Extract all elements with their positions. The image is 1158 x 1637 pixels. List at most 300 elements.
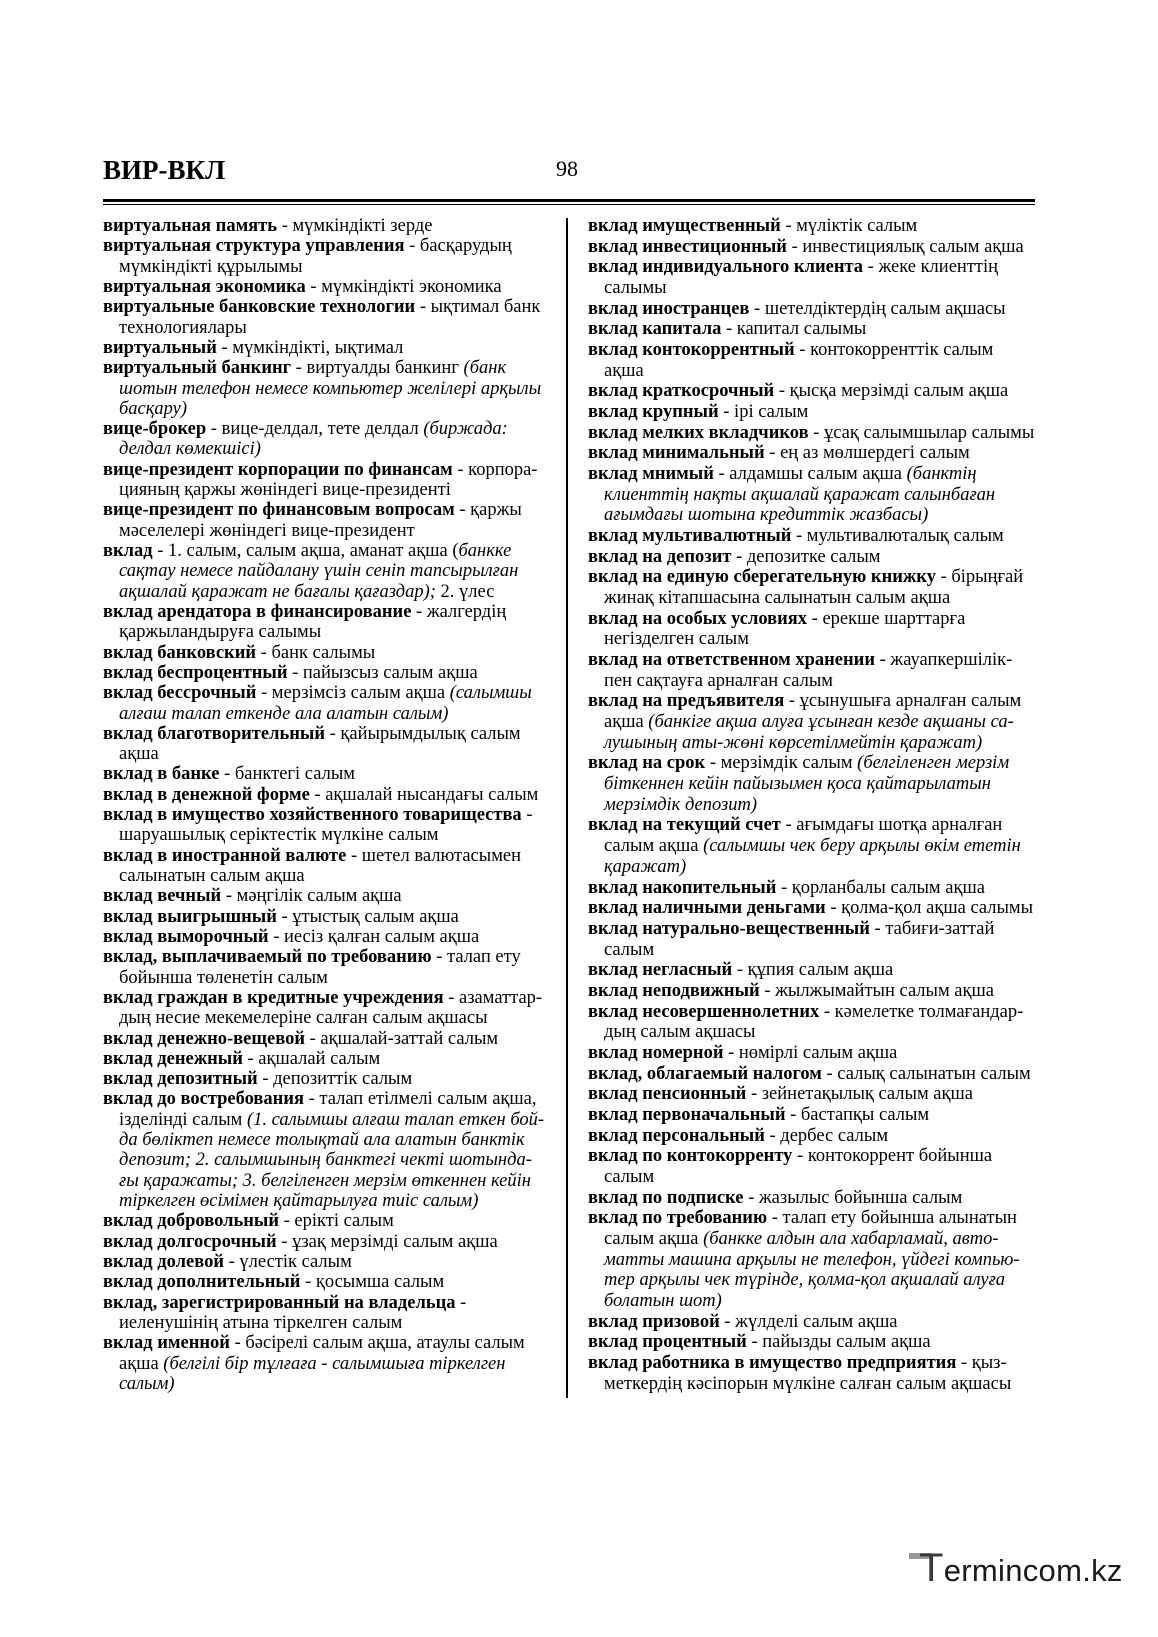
dictionary-entry [103, 236, 558, 277]
definition: - талап ету [431, 947, 521, 968]
entry-line [103, 724, 558, 744]
dictionary-entry [588, 981, 1043, 1002]
dictionary-entry [588, 381, 1043, 402]
dictionary-entry [588, 1208, 1043, 1311]
dictionary-entry [588, 815, 1043, 877]
definition: - банк салымы [256, 642, 376, 663]
headword: вклад минимальный [588, 443, 765, 464]
definition: иеленушінің атына тіркелген салым [119, 1312, 403, 1333]
headword: вклад денежный [103, 1048, 243, 1069]
note: қаражат) [604, 856, 687, 877]
headword: вклад арендатора в финансирование [103, 601, 412, 622]
definition: - ірі салым [718, 402, 809, 423]
headword: вице-президент корпорации по финансам [103, 459, 453, 480]
headword: вклад неподвижный [588, 980, 760, 1001]
headword: виртуальная память [103, 216, 278, 236]
note: мерзімдік депозит) [604, 794, 758, 815]
definition: мәселелері жөніндегі вице-президент [119, 520, 415, 541]
dictionary-entry [588, 650, 1043, 691]
headword: виртуальные банковские технологии [103, 297, 416, 318]
entry-line [103, 1354, 558, 1374]
definition: - депозитке салым [731, 546, 881, 567]
headword: вклад натурально-вещественный [588, 918, 870, 939]
headword: вклад процентный [588, 1332, 747, 1353]
definition: - ерікті салым [279, 1211, 394, 1232]
headword: вклад добровольный [103, 1211, 279, 1232]
entry-line [103, 1069, 558, 1089]
definition: дың несие мекемелеріне салған салым ақшасы [119, 1008, 488, 1029]
headword: вклад негласный [588, 960, 733, 981]
headword: вклад выигрышный [103, 906, 277, 927]
entry-line [588, 960, 1043, 981]
entry-line [103, 663, 558, 683]
dictionary-entry [588, 919, 1043, 960]
dictionary-entry [588, 319, 1043, 340]
note: сақтау немесе пайдалану үшін сеніп тапсырылған [119, 561, 519, 582]
entry-line [588, 1126, 1043, 1147]
definition: - алдамшы салым ақша [713, 464, 907, 485]
note: лушының аты-жөні көрсетілмейтін қаражат) [604, 732, 983, 753]
dictionary-entry [103, 886, 558, 906]
entry-line [103, 379, 558, 399]
note: біткеннен кейін пайызымен қоса қайтарылатын [604, 774, 991, 795]
note: (банкіге ақша алуға ұсынған кезде ақшаны са- [648, 712, 1014, 733]
dictionary-entry [103, 907, 558, 927]
dictionary-entry [103, 216, 558, 236]
dictionary-entry [103, 1252, 558, 1272]
headword: вклад первоначальный [588, 1104, 786, 1125]
dictionary-entry [103, 988, 558, 1029]
definition: - қорланбалы салым ақша [776, 877, 985, 898]
headword: вклад долгосрочный [103, 1231, 277, 1252]
entry-line [588, 1043, 1043, 1064]
entry-line [103, 886, 558, 906]
headword: вклад накопительный [588, 877, 777, 898]
entry-line [103, 521, 558, 541]
definition: - [455, 1292, 467, 1313]
headword: вклад персональный [588, 1125, 765, 1146]
entry-line [103, 988, 558, 1008]
headword: виртуальная структура управления [103, 236, 405, 257]
entry-line [103, 1150, 558, 1170]
definition: - бірыңғай [935, 567, 1024, 588]
left-column [103, 216, 558, 1394]
entry-line [103, 582, 558, 602]
entry-line [588, 505, 1043, 526]
headword: вклад [103, 541, 153, 561]
definition: 2. үлес [440, 581, 495, 602]
definition: - мерзімсіз салым ақша [256, 683, 450, 704]
entry-line [103, 683, 558, 703]
note: (белгілі бір тұлғаға - салымшыға тіркелген [163, 1353, 506, 1374]
definition: - мүмкіндікті экономика [305, 276, 502, 297]
headword: вклад индивидуального клиента [588, 257, 864, 278]
note: депозит; 2. салымшының банктегі чекті шотында- [119, 1150, 532, 1171]
definition: қаржыландыруға салымы [119, 622, 322, 643]
entry-line [103, 358, 558, 378]
entry-line [588, 1332, 1043, 1353]
headword: вклад благотворительный [103, 723, 325, 744]
entry-line [103, 764, 558, 784]
definition: жинақ кітапшасына салынатын салым ақша [604, 588, 951, 609]
entry-line [103, 1029, 558, 1049]
definition: ақша [604, 360, 644, 381]
definition: - құпия салым ақша [732, 960, 894, 981]
definition: - қысқа мерзімді салым ақша [774, 381, 1009, 402]
termincom-logo [905, 1540, 1135, 1600]
definition: - жылжымайтын салым ақша [759, 980, 994, 1001]
dictionary-entry [103, 1272, 558, 1292]
entry-line [588, 1291, 1043, 1312]
dictionary-entry [588, 1146, 1043, 1187]
dictionary-entry [103, 1333, 558, 1394]
note: салым) [119, 1373, 175, 1394]
dictionary-entry [103, 683, 558, 724]
dictionary-entry [103, 643, 558, 663]
headword: вклад наличными деньгами [588, 898, 826, 919]
entry-line [588, 319, 1043, 340]
definition: - ұтыстық салым ақша [276, 906, 459, 927]
dictionary-entry [103, 1069, 558, 1089]
headword: вклад, облагаемый налогом [588, 1063, 822, 1084]
headword: вклад по подписке [588, 1187, 744, 1208]
entry-line [588, 402, 1043, 423]
definition: - қаржы [454, 500, 522, 521]
entry-line [588, 567, 1043, 588]
headword: вклад на депозит [588, 546, 732, 567]
note: (биржада: [423, 419, 508, 440]
entry-line [103, 1333, 558, 1353]
headword: вклад пенсионный [588, 1084, 747, 1105]
dictionary-entry [103, 846, 558, 887]
entry-line [103, 825, 558, 845]
headword: виртуальный [103, 337, 217, 358]
definition: - мүмкіндікті зерде [277, 216, 433, 236]
dictionary-entry [103, 358, 558, 419]
note: (банкке алдын ала хабарламай, авто- [703, 1228, 999, 1249]
dictionary-entry [588, 216, 1043, 237]
definition: технологиялары [119, 317, 247, 338]
entry-line [103, 500, 558, 520]
entry-line [588, 361, 1043, 382]
headword: вклад мелких вкладчиков [588, 422, 809, 443]
dictionary-entry [103, 1089, 558, 1211]
entry-line [103, 1110, 558, 1130]
entry-line [588, 1188, 1043, 1209]
definition: - табиғи-заттай [869, 918, 995, 939]
entry-line [588, 257, 1043, 278]
entry-line [588, 774, 1043, 795]
definition: - қолма-қол ақша салымы [825, 898, 1034, 919]
definition: - ақшалай нысандағы салым [309, 784, 539, 805]
entry-line [103, 1171, 558, 1191]
entry-line [588, 443, 1043, 464]
definition: - қосымша салым [300, 1272, 445, 1293]
definition: - кәмелетке толмағандар- [819, 1001, 1024, 1022]
definition: - ерекше шарттарға [807, 608, 966, 629]
headword: вклад на текущий счет [588, 815, 781, 836]
entry-line [103, 1252, 558, 1272]
definition: - зейнетақылық салым ақша [746, 1084, 973, 1105]
headword: вклад в денежной форме [103, 784, 310, 805]
note: ағымдағы шотына кредиттік жазбасы) [604, 505, 929, 526]
headword: вклад по контокорренту [588, 1146, 793, 1167]
entry-line [103, 927, 558, 947]
dictionary-entry [588, 1353, 1043, 1394]
note: болатын шот) [604, 1290, 722, 1311]
entry-line [588, 753, 1043, 774]
headword: вклад несовершеннолетних [588, 1001, 820, 1022]
headword: вклад дополнительный [103, 1272, 301, 1293]
headword: вклад долевой [103, 1251, 224, 1272]
entry-line [103, 907, 558, 927]
note: (банктің [906, 464, 977, 485]
headword: вклад в банке [103, 764, 220, 785]
entry-line [588, 1312, 1043, 1333]
headword: вице-президент по финансовым вопросам [103, 500, 455, 521]
definition: - дербес салым [764, 1125, 889, 1146]
definition: - мәңгілік салым ақша [221, 886, 402, 907]
definition: - иесіз қалған салым ақша [268, 926, 480, 947]
entry-line [588, 857, 1043, 878]
entry-line [588, 1250, 1043, 1271]
dictionary-entry [103, 947, 558, 988]
entry-line [103, 1293, 558, 1313]
note: шотын телефон немесе компьютер желілері арқылы [119, 378, 542, 399]
headword: виртуальная экономика [103, 276, 306, 297]
dictionary-entry [103, 297, 558, 338]
definition: - жүлделі салым ақша [719, 1311, 898, 1332]
dictionary-entry [588, 1312, 1043, 1333]
definition: - ықтимал банк [415, 297, 541, 318]
headword: вклад контокоррентный [588, 340, 795, 361]
entry-line [103, 785, 558, 805]
dictionary-entry [588, 1002, 1043, 1043]
definition: - жалгердің [411, 601, 507, 622]
entry-line [588, 898, 1043, 919]
dictionary-entry [588, 1064, 1043, 1085]
note: (1. салымшы алғаш талап еткен бой- [247, 1109, 545, 1130]
entry-line [588, 1105, 1043, 1126]
entry-line [588, 1167, 1043, 1188]
entry-line [588, 237, 1043, 258]
headword: вклад до востребования [103, 1089, 304, 1110]
entry-line [103, 318, 558, 338]
entry-line [588, 878, 1043, 899]
entry-line [588, 1084, 1043, 1105]
dictionary-entry [588, 423, 1043, 444]
definition: - контокорренттік салым [794, 340, 994, 361]
headword: вклад беспроцентный [103, 662, 288, 683]
note: ғы қаражаты; 3. белгіленген мерзім өткеннен кейін [119, 1170, 531, 1191]
headword: вклад, выплачиваемый по требованию [103, 947, 432, 968]
dictionary-entry [103, 500, 558, 541]
dictionary-entry [588, 567, 1043, 608]
dictionary-entry [103, 1211, 558, 1231]
definition: - нөмірлі салым ақша [723, 1042, 898, 1063]
definition: цияның қаржы жөніндегі вице-президенті [119, 480, 451, 501]
definition: - инвестициялық салым ақша [786, 236, 1024, 257]
definition: - азаматтар- [443, 987, 543, 1008]
note: да бөліктеп немесе толықтай ала алатын банктік [119, 1130, 525, 1151]
definition: - жеке клиенттің [863, 257, 999, 278]
headword: вклад, зарегистрированный на владельца [103, 1292, 456, 1313]
entry-line [588, 1064, 1043, 1085]
definition: салым [604, 1166, 655, 1187]
headword: вклад работника в имущество предприятия [588, 1352, 957, 1373]
entry-line [103, 1191, 558, 1211]
dictionary-entry [103, 277, 558, 297]
entry-line [588, 609, 1043, 630]
definition: - ұсынушыға арналған салым [784, 691, 1022, 712]
note: (салымшы [449, 683, 532, 704]
entry-line [588, 795, 1043, 816]
dictionary-entry [103, 764, 558, 784]
dictionary-entry [103, 1049, 558, 1069]
definition: мүмкіндікті құрылымы [119, 256, 303, 277]
definition: бойынша төленетін салым [119, 967, 328, 988]
dictionary-entry [588, 898, 1043, 919]
headword: вклад иностранцев [588, 298, 750, 319]
entry-line [588, 1374, 1043, 1395]
definition: - мүмкіндікті, ықтимал [216, 337, 404, 358]
definition: - корпора- [452, 459, 538, 480]
definition: салым ақша [604, 836, 704, 857]
definition: - бастапқы салым [785, 1104, 930, 1125]
dictionary-entry [588, 753, 1043, 815]
definition: салымы [604, 278, 667, 299]
note: тер арқылы чек түрінде, қолма-қол ақшалай алуға [604, 1270, 1006, 1291]
headword: вклад инвестиционный [588, 236, 787, 257]
entry-line [103, 1313, 558, 1333]
headword: вклад призовой [588, 1311, 720, 1332]
dictionary-entry [588, 547, 1043, 568]
entry-line [588, 340, 1043, 361]
entry-line [103, 439, 558, 459]
headword: вклад выморочный [103, 926, 269, 947]
dictionary-entry [103, 785, 558, 805]
headword: вклад на особых условиях [588, 608, 808, 629]
dictionary-entry [588, 526, 1043, 547]
headword: вклад на срок [588, 753, 706, 774]
definition: ізделінді салым [119, 1109, 247, 1130]
definition: - үлестік салым [224, 1251, 352, 1272]
entry-line [103, 744, 558, 764]
entry-line [103, 846, 558, 866]
entry-line [588, 464, 1043, 485]
definition: - қыз- [956, 1352, 1007, 1373]
headword: виртуальный банкинг [103, 358, 292, 379]
entry-line [588, 836, 1043, 857]
definition: - шетел валютасымен [346, 845, 522, 866]
note: ақшалай қаражат не бағалы қағаздар); [119, 581, 441, 602]
dictionary-entry [588, 1105, 1043, 1126]
definition: - қайырымдылық салым [325, 723, 521, 744]
entry-line [588, 691, 1043, 712]
entry-line [588, 1002, 1043, 1023]
note: (белгіленген мерзім [857, 753, 1010, 774]
entry-line [588, 1353, 1043, 1374]
definition: шаруашылық серіктестік мүлкіне салым [119, 825, 439, 846]
definition: - [521, 805, 533, 826]
entry-line [588, 1146, 1043, 1167]
dictionary-entry [588, 1188, 1043, 1209]
headword: вклад номерной [588, 1042, 724, 1063]
definition: - мүліктік салым [780, 216, 918, 236]
headword: вклад в иностранной валюте [103, 845, 347, 866]
entry-line [103, 480, 558, 500]
entry-line [588, 712, 1043, 733]
dictionary-entry [588, 237, 1043, 258]
entry-line [103, 1232, 558, 1252]
headword: вклад в имущество хозяйственного товарищества [103, 805, 522, 826]
note: басқару) [119, 398, 188, 419]
dictionary-entry [103, 724, 558, 765]
entry-line [103, 297, 558, 317]
dictionary-entry [588, 960, 1043, 981]
definition: дың салым ақшасы [604, 1022, 756, 1043]
headword: вклад именной [103, 1333, 230, 1354]
definition: - пайызсыз салым ақша [287, 662, 478, 683]
dictionary-entry [588, 878, 1043, 899]
definition: - пайызды салым ақша [746, 1332, 931, 1353]
header-double-rule [103, 199, 1035, 205]
entry-line [588, 671, 1043, 692]
headword: вклад крупный [588, 402, 719, 423]
dictionary-entry [588, 691, 1043, 753]
definition: негізделген салым [604, 629, 749, 650]
entry-line [103, 1374, 558, 1394]
right-column [588, 216, 1043, 1394]
definition: - ағымдағы шотқа арналған [780, 815, 1003, 836]
entry-line [103, 399, 558, 419]
definition: - капитал салымы [721, 319, 867, 340]
entry-line [103, 257, 558, 277]
dictionary-entry [103, 338, 558, 358]
entry-line [103, 338, 558, 358]
entry-line [588, 299, 1043, 320]
note: банкке [458, 541, 512, 561]
dictionary-entry [103, 927, 558, 947]
entry-line [103, 216, 558, 236]
page-number: 98 [556, 156, 578, 181]
entry-line [103, 866, 558, 886]
definition: - жауапкершілік- [875, 650, 1013, 671]
headword: вклад капитала [588, 319, 722, 340]
entry-line [103, 1211, 558, 1231]
headword: вклад денежно-вещевой [103, 1028, 305, 1049]
definition: - ақшалай салым [242, 1048, 381, 1069]
headword: вклад краткосрочный [588, 381, 775, 402]
definition: ақша [119, 744, 159, 765]
headword: вклад на предъявителя [588, 691, 785, 712]
entry-line [588, 547, 1043, 568]
dictionary-entry [588, 1332, 1043, 1353]
definition: - контокоррент бойынша [792, 1146, 993, 1167]
entry-line [103, 419, 558, 439]
note: делдал көмекшісі) [119, 439, 261, 460]
note: матты машина арқылы не телефон, үйдегі компью- [604, 1249, 1020, 1270]
definition: - ақшалай-заттай салым [305, 1028, 499, 1049]
headword: вклад вечный [103, 886, 222, 907]
definition: меткердің кәсіпорын мүлкіне салған салым ақшасы [604, 1373, 1012, 1394]
entry-line [103, 541, 558, 561]
entry-line [103, 602, 558, 622]
dictionary-entry [588, 257, 1043, 298]
dictionary-entry [588, 340, 1043, 381]
entry-line [588, 1022, 1043, 1043]
note: клиенттің нақты ақшалай қаражат салынбаған [604, 484, 996, 505]
